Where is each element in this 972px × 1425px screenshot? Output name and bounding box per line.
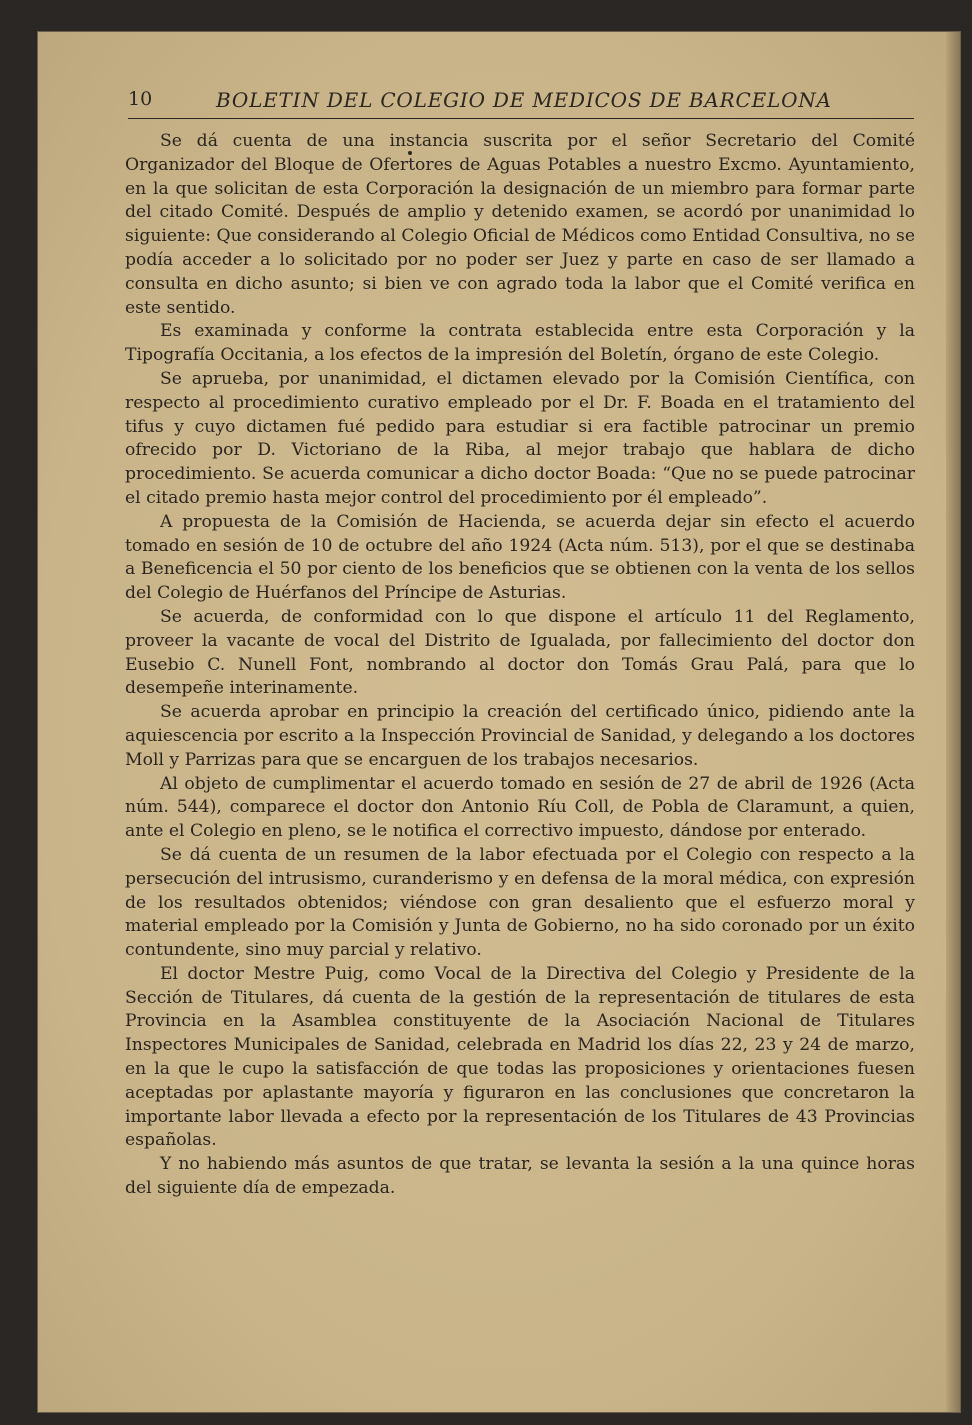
- paragraph: Se acuerda, de conformidad con lo que dispone el artículo 11 del Reglamento, proveer la vacante de vocal del Distrito de Igualada, por fallecimiento del doctor don Eusebio C. Nunell Font, nombrando al doctor don Tomás Grau Palá, para que lo desempeñe interinamente.: [125, 606, 915, 699]
- running-title: BOLETIN DEL COLEGIO DE MEDICOS DE BARCELONA: [216, 88, 832, 112]
- page-header: [128, 86, 914, 119]
- paragraph: A propuesta de la Comisión de Hacienda, se acuerda dejar sin efecto el acuerdo tomado en sesión de 10 de octubre del año 1924 (Acta núm. 513), por el que se destinaba a Beneficencia el 50 por ciento de los beneficios que se obtienen con la venta de los sellos del Colegio de Huérfanos del Príncipe de Asturias.: [125, 511, 915, 604]
- paragraph: Se dá cuenta de una instancia suscrita por el señor Secretario del Comité Organizador del Bloque de Ofertores de Aguas Potables a nuestro Excmo. Ayuntamiento, en la que solicitan de esta Corporación la designación de un miembro para formar parte del citado Comité. Después de amplio y detenido examen, se acordó por unanimidad lo siguiente: Que considerando al Colegio Oficial de Médicos como Entidad Consultiva, no se podía acceder a lo solicitado por no poder ser Juez y parte en caso de ser llamado a consulta en dicho asunto; si bien ve con agrado toda la labor que el Comité verifica en este sentido.: [125, 131, 915, 318]
- paragraph: Al objeto de cumplimentar el acuerdo tomado en sesión de 27 de abril de 1926 (Acta núm. 544), comparece el doctor don Antonio Ríu Coll, de Pobla de Claramunt, a quien, ante el Colegio en pleno, se le notifica el correctivo impuesto, dándose por enterado.: [125, 773, 915, 842]
- page-number: 10: [128, 88, 153, 110]
- paragraph: Se dá cuenta de un resumen de la labor efectuada por el Colegio con respecto a la persecución del intrusismo, curanderismo y en defensa de la moral médica, con expresión de los resultados obtenidos; viéndose con gran desaliento que el esfuerzo moral y material empleado por la Comisión y Junta de Gobierno, no ha sido coronado por un éxito contundente, sino muy parcial y relativo.: [125, 844, 915, 961]
- body-text: [125, 130, 915, 1201]
- paragraph: El doctor Mestre Puig, como Vocal de la Directiva del Colegio y Presidente de la Sección de Titulares, dá cuenta de la gestión de la representación de titulares de esta Provincia en la Asamblea constituyente de la Asociación Nacional de Titulares Inspectores Municipales de Sanidad, celebrada en Madrid los días 22, 23 y 24 de marzo, en la que le cupo la satisfacción de que todas las proposiciones y orientaciones fuesen aceptadas por aplastante mayoría y figuraron en las conclusiones que concretaron la importante labor llevada a efecto por la representación de los Titulares de 43 Provincias españolas.: [125, 963, 915, 1151]
- paragraph: Se acuerda aprobar en principio la creación del certificado único, pidiendo ante la aquiescencia por escrito a la Inspección Provincial de Sanidad, y delegando a los doctores Moll y Parrizas para que se encarguen de los trabajos necesarios.: [125, 702, 915, 770]
- paragraph: Es examinada y conforme la contrata establecida entre esta Corporación y la Tipografía Occitania, a los efectos de la impresión del Boletín, órgano de este Colegio.: [125, 321, 915, 366]
- paragraph: Y no habiendo más asuntos de que tratar, se levanta la sesión a la una quince horas del siguiente día de empezada.: [125, 1154, 915, 1199]
- paragraph: Se aprueba, por unanimidad, el dictamen elevado por la Comisión Científica, con respecto al procedimiento curativo empleado por el Dr. F. Boada en el tratamiento del tifus y cuyo dictamen fué pedido para estudiar si era factible patrocinar un premio ofrecido por D. Victoriano de la Riba, al mejor trabajo que hablara de dicho procedimiento. Se acuerda comunicar a dicho doctor Boada: “Que no se puede patrocinar el citado premio hasta mejor control del procedimiento por él empleado”.: [125, 368, 915, 508]
- page-edge: [946, 32, 960, 1412]
